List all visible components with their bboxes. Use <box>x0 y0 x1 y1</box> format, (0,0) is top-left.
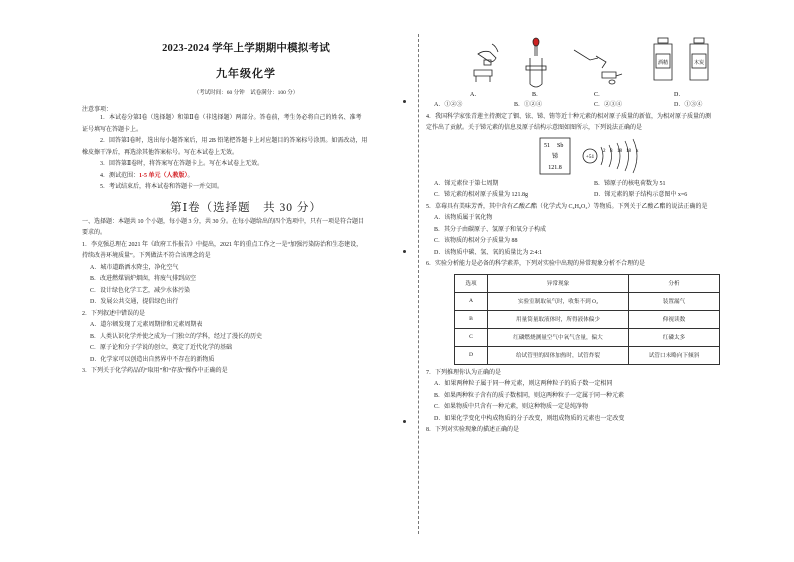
notice-item: 橡皮擦干净后，再选涂其他答案标号。写在本试卷上无效。 <box>82 149 239 156</box>
exam-meta: （考试时间：60 分钟 试卷满分：100 分） <box>193 90 299 96</box>
notice-heading: 注意事项： <box>82 107 113 113</box>
q7-option-b: B．如果两种粒子含有的质子数相同，则这两种粒子一定属于同一种元素 <box>434 392 625 399</box>
element-name: 锑 <box>551 153 559 160</box>
q4-options-row2 <box>426 190 754 202</box>
table-cell: 红磷燃烧测量空气中氧气含量，偏大 <box>488 328 629 346</box>
scope-prefix: 4．测试范围： <box>100 172 140 179</box>
table-header: 选项 <box>455 274 488 292</box>
right-column <box>426 36 754 437</box>
figure-label-b: B． <box>532 92 543 98</box>
question-1-stem: 1．李克强总理在 2021 年《政府工作报告》中提出，2021 年的重点工作之一是“加强污染防治和生态建设， <box>82 241 363 248</box>
figure-a-pouring <box>474 44 498 82</box>
scope-value: 1-5 单元（人教版） <box>139 172 188 179</box>
q1-option-b: B．改进燃煤锅炉烟囱，将废气排到高空 <box>90 276 197 282</box>
section-title: 第Ⅰ卷（选择题 共 30 分） <box>170 201 322 214</box>
table-cell: C <box>455 328 488 346</box>
question-3-stem: 3．下列关于化学药品的“取用”和“存放”操作中正确的是 <box>82 368 228 374</box>
notice-item: 2．回答第Ⅰ卷时，选出每小题答案后，用 2B 铅笔把答题卡上对应题目的答案标号涂黑。如需改动，用 <box>100 138 368 144</box>
q7-option-d: D．如果化学变化中构成物质的分子改变，则组成物质的元素也一定改变 <box>434 415 625 422</box>
q3-figures <box>426 36 754 100</box>
shell-arc <box>625 141 629 171</box>
q2-option-d: D．化学家可以创造出自然界中不存在的新物质 <box>90 356 215 363</box>
q4-option-a: A．锑元素位于第七周期 <box>434 180 499 187</box>
left-column <box>82 38 410 378</box>
notice-item: 1．本试卷分第Ⅰ卷（选择题）和第Ⅱ卷（非选择题）两部分。答卷前，考生务必将自己的姓名、准考 <box>100 115 362 121</box>
table-row <box>455 310 720 328</box>
table-cell: A <box>455 292 488 310</box>
q4-option-d: D．锑元素的原子结构示意图中 x=6 <box>594 192 688 198</box>
question-7-stem: 7．下列推理你认为正确的是 <box>426 369 502 376</box>
figure-label-d: D． <box>674 92 685 98</box>
shell-count: 8 <box>610 148 613 154</box>
q5-option-c: C．该物质的相对分子质量为 88 <box>434 238 518 244</box>
binding-dot <box>403 420 406 423</box>
antimony-figure <box>426 135 754 179</box>
table-header: 异常现象 <box>488 274 629 292</box>
atomic-number: 51 <box>544 142 550 149</box>
question-8-stem: 8．下列对实验现象的描述正确的是 <box>426 427 520 433</box>
q1-option-c: C．设计绿色化学工艺，减少水体污染 <box>90 287 191 294</box>
section-intro: 一、选择题：本题共 10 个小题，每小题 3 分，共 30 分。在每小题给出的四个选项中，只有一项是符合题目 <box>82 218 365 225</box>
column-divider <box>418 34 419 534</box>
shell-arc <box>633 139 637 173</box>
table-row <box>455 346 720 364</box>
bottle-label-alcohol: 酒精 <box>657 61 669 66</box>
shell-count: 2 <box>603 148 606 154</box>
q3-option-b: B．①②④ <box>514 102 543 108</box>
shell-count: x <box>636 148 639 154</box>
notice-scope <box>82 171 410 183</box>
table-row <box>455 328 720 346</box>
question-6-stem: 6．实验分析能力是必备的科学素养，下列对实验中出现的异常现象分析不合理的是 <box>426 261 646 267</box>
figure-b-dropper <box>526 38 546 87</box>
q4-figure <box>426 135 754 179</box>
figure-c-heating <box>574 50 622 84</box>
table-cell: 试管口未略向下倾斜 <box>629 346 720 364</box>
section-intro: 要求的。 <box>82 230 107 236</box>
q6-table <box>454 274 720 365</box>
table-cell: 装置漏气 <box>629 292 720 310</box>
q5-option-a: A．该物质属于氧化物 <box>434 215 493 221</box>
q2-option-b: B．人类认识化学并使之成为一门独立的学科，经过了漫长的历史 <box>90 333 263 340</box>
atomic-mass: 121.8 <box>548 164 562 171</box>
q1-option-a: A．城市道路洒水降尘，净化空气 <box>90 264 179 271</box>
question-4-stem: 定作出了贡献。关于锑元素的信息及原子结构示意图如图所示，下列说法正确的是 <box>426 125 643 131</box>
q4-options-row1 <box>426 179 754 191</box>
table-cell: 实验室制取氧气时，收集不到 O₂ <box>488 292 629 310</box>
q5-option-b: B．其分子由碳原子、氢原子和氧分子构成 <box>434 226 547 233</box>
q3-option-c: C．②③④ <box>594 102 623 108</box>
question-4-stem: 4．我国科学家张青莲主持测定了铟、铱、锑、铕等近十种元素的相对原子质量的新值，为相对原子质量的测 <box>426 113 712 120</box>
table-header-row <box>455 274 720 292</box>
table-cell: D <box>455 346 488 364</box>
q7-option-a: A．如果两种粒子属于同一种元素，则这两种粒子的质子数一定相同 <box>434 381 613 387</box>
q5-option-d: D．该物质中碳、氢、氧的质量比为 2:4:1 <box>434 249 543 256</box>
q3-option-a: A．①②③ <box>434 102 463 108</box>
table-cell: B <box>455 310 488 328</box>
shell-arc <box>617 143 620 169</box>
table-cell: 给试管里的固体加热时，试管炸裂 <box>488 346 629 364</box>
question-1-stem: 持续改善环境质量”。下列做法不符合该理念的是 <box>82 253 211 259</box>
shell-count: 18 <box>617 148 622 154</box>
table-row <box>455 292 720 310</box>
q4-option-c: C．锑元素的相对原子质量为 121.8g <box>434 192 529 198</box>
table-cell: 用量筒量取液体时，所得液体偏少 <box>488 310 629 328</box>
q2-option-c: C．原子论和分子学说的创立，奠定了近代化学的基础 <box>90 345 233 351</box>
notice-item: 证号填写在答题卡上。 <box>82 126 143 133</box>
shell-count: 18 <box>626 148 631 154</box>
q2-option-a: A．道尔顿发现了元素周期律和元素周期表 <box>90 322 203 328</box>
q4-option-b: B．锑原子的核电荷数为 51 <box>594 180 666 187</box>
q1-option-d: D．发展公共交通，提倡绿色出行 <box>90 299 179 305</box>
table-header: 分析 <box>629 274 720 292</box>
nucleus-charge: +51 <box>585 153 595 160</box>
notice-item: 5．考试结束后，将本试卷和答题卡一并交回。 <box>100 184 224 190</box>
figure-label-c: C． <box>594 92 605 98</box>
bottle-label-charcoal: 木炭 <box>693 61 705 66</box>
question-5-stem: 5．草莓具有美味芳香，其中含有乙酸乙酯（化学式为 C₄H₈O₂）等物质。下列关于乙酸乙酯的说法正确的是 <box>426 203 708 210</box>
figure-label-a: A． <box>470 92 481 98</box>
lab-operation-figures <box>426 36 754 100</box>
table-cell: 红磷太多 <box>629 328 720 346</box>
table-cell: 仰视读数 <box>629 310 720 328</box>
figure-d-jars <box>654 38 708 80</box>
element-symbol: Sb <box>557 142 564 149</box>
q3-options <box>426 100 754 112</box>
question-2-stem: 2．下列叙述中错误的是 <box>82 310 146 317</box>
scope-suffix: 。 <box>187 172 194 179</box>
notice-item: 3．回答第Ⅱ卷时，将答案写在答题卡上。写在本试卷上无效。 <box>100 161 264 167</box>
subject-title: 九年级化学 <box>216 68 276 80</box>
exam-title: 2023-2024 学年上学期期中模拟考试 <box>162 43 330 54</box>
q7-option-c: C．如果物质中只含有一种元素，则这种物质一定是纯净物 <box>434 404 589 410</box>
q3-option-d: D．①③④ <box>674 102 703 108</box>
